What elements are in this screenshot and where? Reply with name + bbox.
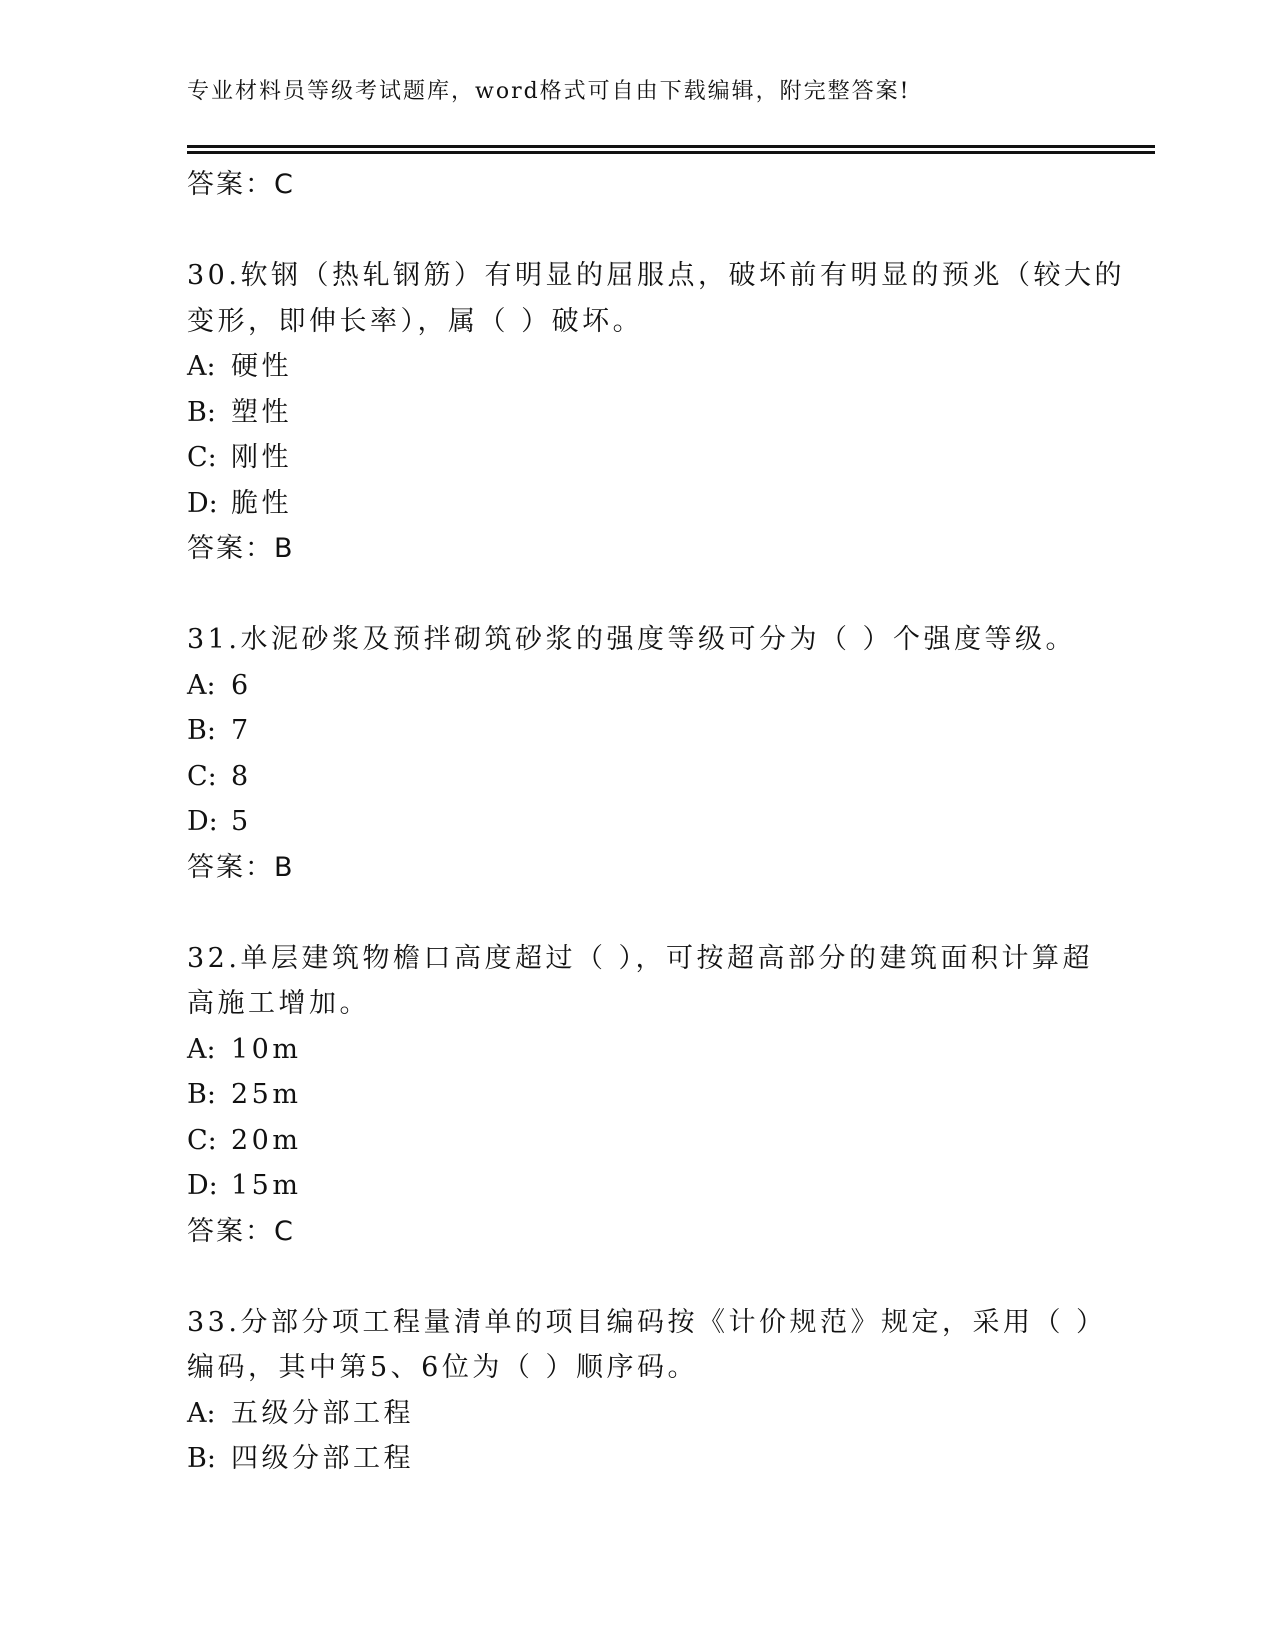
option-d [187, 481, 1087, 527]
question-text-line: 32.单层建筑物檐口高度超过（ ），可按超高部分的建筑面积计算超 [187, 942, 1094, 974]
option-label: B: [187, 715, 216, 746]
option-text: 15m [231, 1170, 302, 1201]
question-33 [187, 1300, 1107, 1482]
header-note: 专业材料员等级考试题库，word格式可自由下载编辑，附完整答案! [187, 79, 911, 104]
question-31 [187, 617, 1087, 890]
option-a [187, 663, 1087, 709]
spacer [187, 1254, 1087, 1300]
previous-answer: 答案：C [187, 169, 295, 200]
option-text: 刚性 [231, 442, 292, 473]
question-text-line: 31.水泥砂浆及预拌砌筑砂浆的强度等级可分为（ ）个强度等级。 [187, 624, 1077, 655]
option-text: 10m [231, 1033, 302, 1065]
answer: 答案：C [187, 1215, 295, 1247]
header-divider-bottom [187, 151, 1155, 154]
option-a [187, 344, 1087, 390]
option-text: 脆性 [231, 487, 292, 519]
option-label: C: [187, 760, 217, 792]
option-text: 四级分部工程 [231, 1443, 414, 1474]
answer: 答案：B [187, 533, 295, 564]
option-b [187, 708, 1087, 754]
option-label: D: [187, 487, 218, 519]
option-d [187, 799, 1087, 845]
option-text: 6 [231, 669, 252, 701]
option-text: 7 [231, 715, 252, 746]
spacer [187, 572, 1087, 618]
option-c [187, 754, 1087, 800]
question-30 [187, 253, 1125, 572]
option-b [187, 1072, 1087, 1118]
question-list [187, 162, 1125, 1482]
option-label: B: [187, 1443, 216, 1474]
option-d [187, 1163, 1087, 1209]
option-b [187, 390, 1087, 436]
question-text-line: 33.分部分项工程量清单的项目编码按《计价规范》规定，采用（ ） [187, 1306, 1107, 1338]
option-label: A: [187, 1397, 216, 1429]
option-text: 20m [231, 1124, 302, 1156]
question-text-line: 变形，即伸长率），属（ ）破坏。 [187, 305, 644, 337]
option-text: 五级分部工程 [231, 1397, 414, 1429]
option-label: D: [187, 1170, 218, 1201]
option-c [187, 1118, 1087, 1164]
header-divider-top [187, 145, 1155, 148]
option-a [187, 1027, 1087, 1073]
option-label: C: [187, 442, 217, 473]
option-c [187, 435, 1087, 481]
option-text: 塑性 [231, 396, 292, 428]
option-text: 8 [231, 760, 252, 792]
option-text: 25m [231, 1079, 302, 1110]
option-label: A: [187, 669, 216, 701]
option-label: B: [187, 1079, 216, 1110]
option-b [187, 1436, 1087, 1482]
spacer [187, 208, 1087, 254]
question-text-line: 高施工增加。 [187, 988, 370, 1019]
spacer [187, 890, 1087, 936]
option-label: A: [187, 1033, 216, 1065]
option-label: D: [187, 806, 218, 837]
question-32 [187, 936, 1094, 1255]
option-label: C: [187, 1124, 217, 1156]
answer: 答案：B [187, 851, 295, 883]
option-text: 硬性 [231, 351, 292, 382]
question-text-line: 30.软钢（热轧钢筋）有明显的屈服点，破坏前有明显的预兆（较大的 [187, 260, 1125, 291]
option-label: A: [187, 351, 216, 382]
option-a [187, 1391, 1087, 1437]
question-text-line: 编码，其中第5、6位为（ ）顺序码。 [187, 1352, 698, 1383]
option-label: B: [187, 396, 216, 428]
option-text: 5 [231, 806, 252, 837]
